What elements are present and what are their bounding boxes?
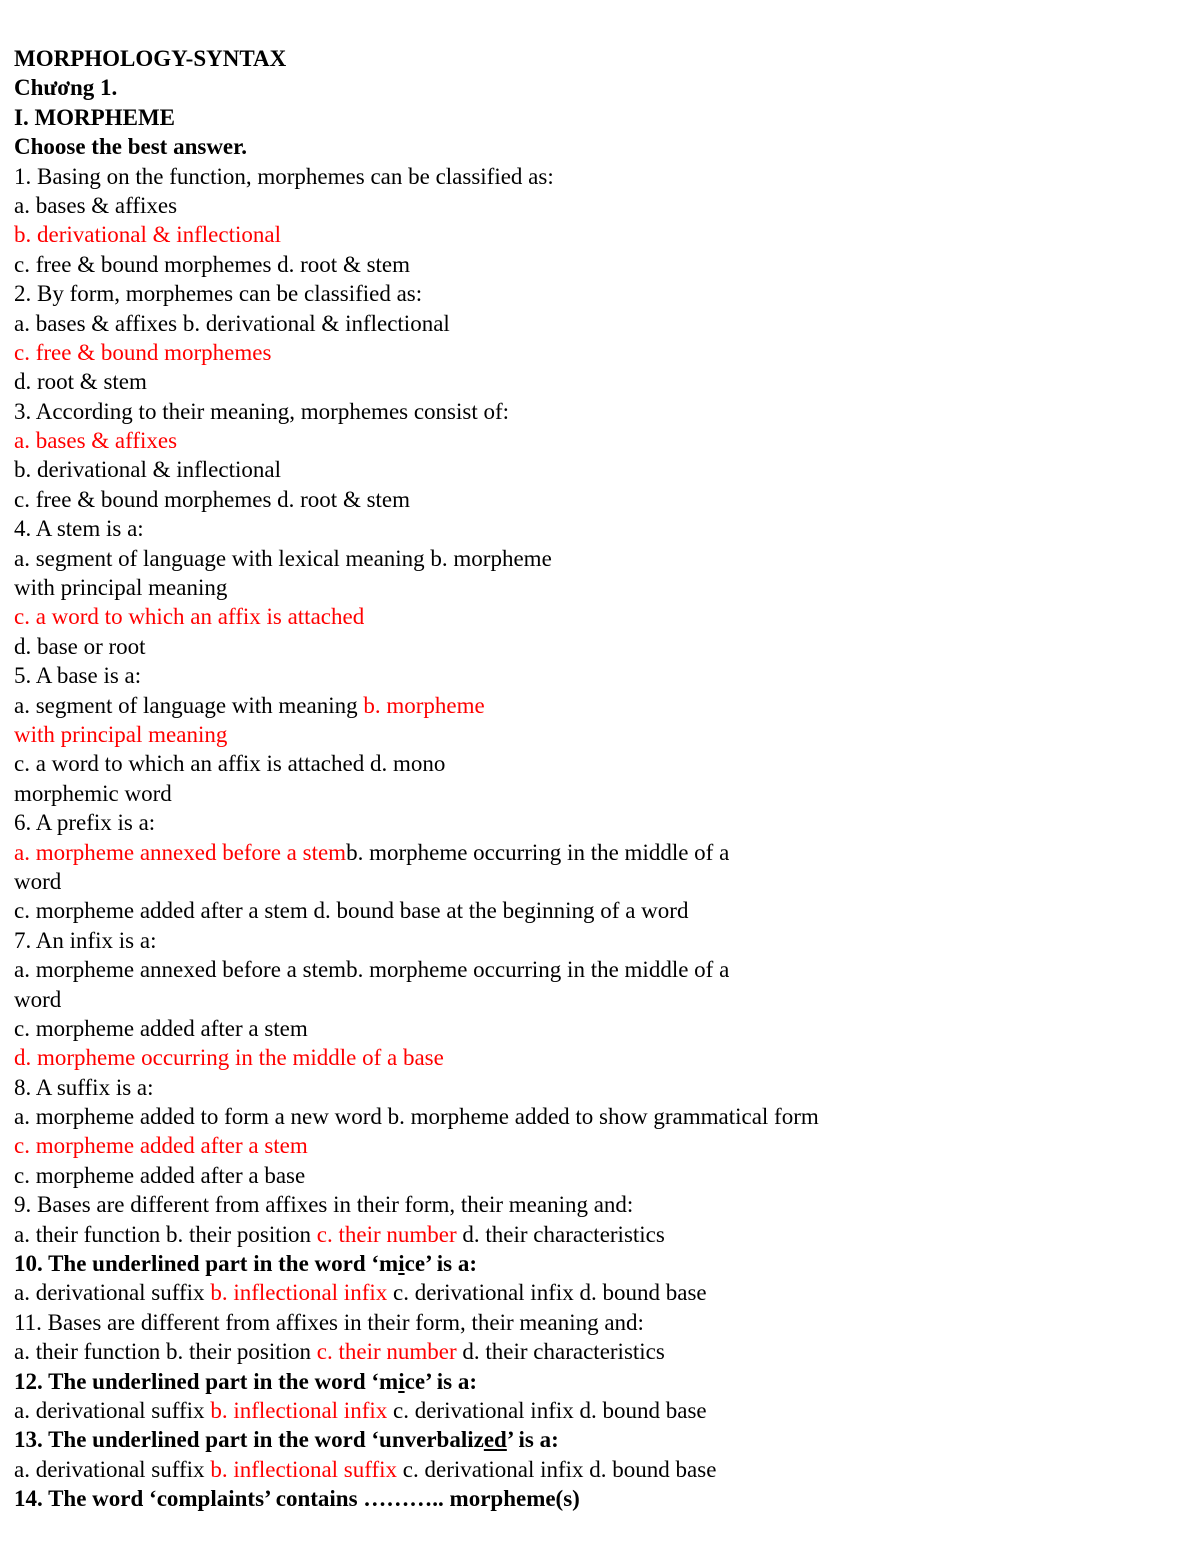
text-line [14, 661, 1184, 690]
text-segment: 2. By form, morphemes can be classified as: [14, 281, 423, 307]
text-line [14, 808, 1184, 837]
text-segment: 14. The word ‘complaints’ contains ……….. morpheme(s) [14, 1486, 580, 1512]
heading-line [14, 44, 1184, 73]
heading-line [14, 1484, 1184, 1513]
document-page [14, 44, 1184, 1514]
text-line [14, 1102, 1184, 1131]
text-line [14, 485, 1184, 514]
answer-highlight: a. bases & affixes [14, 428, 178, 454]
text-segment: word [14, 986, 62, 1012]
text-line [14, 279, 1184, 308]
underlined-part: i [398, 1368, 405, 1394]
text-segment: a. derivational suffix [14, 1397, 211, 1423]
text-line [14, 838, 1184, 867]
text-segment: Choose the best answer. [14, 134, 247, 160]
underlined-part: ed [483, 1427, 507, 1453]
text-line [14, 985, 1184, 1014]
text-segment: ce’ is a: [404, 1251, 477, 1277]
underlined-part: i [398, 1251, 405, 1277]
heading-line [14, 132, 1184, 161]
text-segment: 3. According to their meaning, morphemes consist of: [14, 398, 510, 424]
text-segment: b. derivational & inflectional [14, 457, 281, 483]
text-segment: 11. Bases are different from affixes in their form, their meaning and: [14, 1309, 644, 1335]
text-segment: a. derivational suffix [14, 1280, 211, 1306]
text-segment: 8. A suffix is a: [14, 1074, 154, 1100]
text-line [14, 162, 1184, 191]
text-segment: c. derivational infix d. bound base [387, 1397, 707, 1423]
text-segment: MORPHOLOGY-SYNTAX [14, 46, 287, 71]
text-segment: b. morpheme occurring in the middle of a [346, 839, 730, 865]
text-segment: with principal meaning [14, 575, 228, 601]
heading-line [14, 73, 1184, 102]
text-segment: c. a word to which an affix is attached d. mono [14, 751, 446, 777]
text-line [14, 1073, 1184, 1102]
text-line [14, 250, 1184, 279]
text-segment: word [14, 868, 62, 894]
text-line [14, 691, 1184, 720]
text-segment: d. base or root [14, 633, 146, 659]
heading-line [14, 1249, 1184, 1278]
text-line [14, 397, 1184, 426]
text-segment: a. segment of language with lexical meaning b. morpheme [14, 545, 552, 571]
text-line [14, 1455, 1184, 1484]
text-segment: c. morpheme added after a base [14, 1162, 306, 1188]
answer-highlight: c. their number [316, 1339, 457, 1365]
text-line [14, 1278, 1184, 1307]
text-segment: ’ is a: [506, 1427, 559, 1453]
answer-highlight: with principal meaning [14, 721, 228, 747]
text-segment: a. morpheme annexed before a stemb. morpheme occurring in the middle of a [14, 957, 730, 983]
answer-highlight: c. a word to which an affix is attached [14, 604, 365, 630]
text-line [14, 1396, 1184, 1425]
text-line [14, 779, 1184, 808]
text-segment: d. their characteristics [456, 1221, 665, 1247]
text-line [14, 220, 1184, 249]
text-line [14, 309, 1184, 338]
text-segment: 4. A stem is a: [14, 516, 144, 542]
text-line [14, 455, 1184, 484]
text-line [14, 1220, 1184, 1249]
text-line [14, 1014, 1184, 1043]
text-segment: a. bases & affixes b. derivational & inflectional [14, 310, 450, 336]
text-line [14, 867, 1184, 896]
text-segment: c. free & bound morphemes d. root & stem [14, 486, 411, 512]
answer-highlight: b. inflectional suffix [210, 1456, 398, 1482]
text-line [14, 720, 1184, 749]
text-segment: c. free & bound morphemes d. root & stem [14, 251, 411, 277]
heading-line [14, 1367, 1184, 1396]
text-segment: c. morpheme added after a stem [14, 1015, 308, 1041]
text-line [14, 191, 1184, 220]
heading-line [14, 103, 1184, 132]
text-segment: a. their function b. their position [14, 1339, 317, 1365]
text-segment: Chương 1. [14, 75, 118, 101]
answer-highlight: d. morpheme occurring in the middle of a base [14, 1045, 444, 1071]
text-segment: a. bases & affixes [14, 192, 178, 218]
heading-line [14, 1425, 1184, 1454]
text-segment: 9. Bases are different from affixes in their form, their meaning and: [14, 1192, 634, 1218]
text-segment: 1. Basing on the function, morphemes can be classified as: [14, 163, 554, 189]
text-line [14, 1043, 1184, 1072]
answer-highlight: a. morpheme annexed before a stem [14, 839, 347, 865]
text-segment: 7. An infix is a: [14, 927, 157, 953]
text-line [14, 1337, 1184, 1366]
text-line [14, 426, 1184, 455]
text-line [14, 544, 1184, 573]
text-segment: a. segment of language with meaning [14, 692, 364, 718]
text-segment: d. root & stem [14, 369, 147, 395]
text-line [14, 955, 1184, 984]
text-segment: 10. The underlined part in the word ‘m [14, 1251, 399, 1277]
text-segment: a. derivational suffix [14, 1456, 211, 1482]
answer-highlight: b. inflectional infix [210, 1397, 388, 1423]
text-line [14, 514, 1184, 543]
text-line [14, 1161, 1184, 1190]
text-line [14, 896, 1184, 925]
text-segment: c. derivational infix d. bound base [397, 1456, 717, 1482]
text-segment: d. their characteristics [456, 1339, 665, 1365]
answer-highlight: b. inflectional infix [210, 1280, 388, 1306]
text-line [14, 602, 1184, 631]
text-segment: 13. The underlined part in the word ‘unverbaliz [14, 1427, 484, 1453]
text-segment: I. MORPHEME [14, 104, 175, 130]
text-segment: c. derivational infix d. bound base [387, 1280, 707, 1306]
text-line [14, 367, 1184, 396]
text-segment: 6. A prefix is a: [14, 810, 156, 836]
text-segment: 5. A base is a: [14, 663, 142, 689]
text-line [14, 632, 1184, 661]
answer-highlight: b. morpheme [363, 692, 485, 718]
text-segment: a. morpheme added to form a new word b. morpheme added to show grammatical form [14, 1104, 819, 1130]
text-segment: ce’ is a: [404, 1368, 477, 1394]
text-line [14, 1308, 1184, 1337]
answer-highlight: c. morpheme added after a stem [14, 1133, 308, 1159]
text-segment: c. morpheme added after a stem d. bound base at the beginning of a word [14, 898, 689, 924]
text-segment: morphemic word [14, 780, 172, 806]
text-line [14, 926, 1184, 955]
text-line [14, 573, 1184, 602]
text-line [14, 338, 1184, 367]
text-segment: a. their function b. their position [14, 1221, 317, 1247]
answer-highlight: c. free & bound morphemes [14, 339, 272, 365]
text-segment: 12. The underlined part in the word ‘m [14, 1368, 399, 1394]
text-line [14, 749, 1184, 778]
text-line [14, 1190, 1184, 1219]
text-line [14, 1131, 1184, 1160]
answer-highlight: c. their number [316, 1221, 457, 1247]
answer-highlight: b. derivational & inflectional [14, 222, 281, 248]
